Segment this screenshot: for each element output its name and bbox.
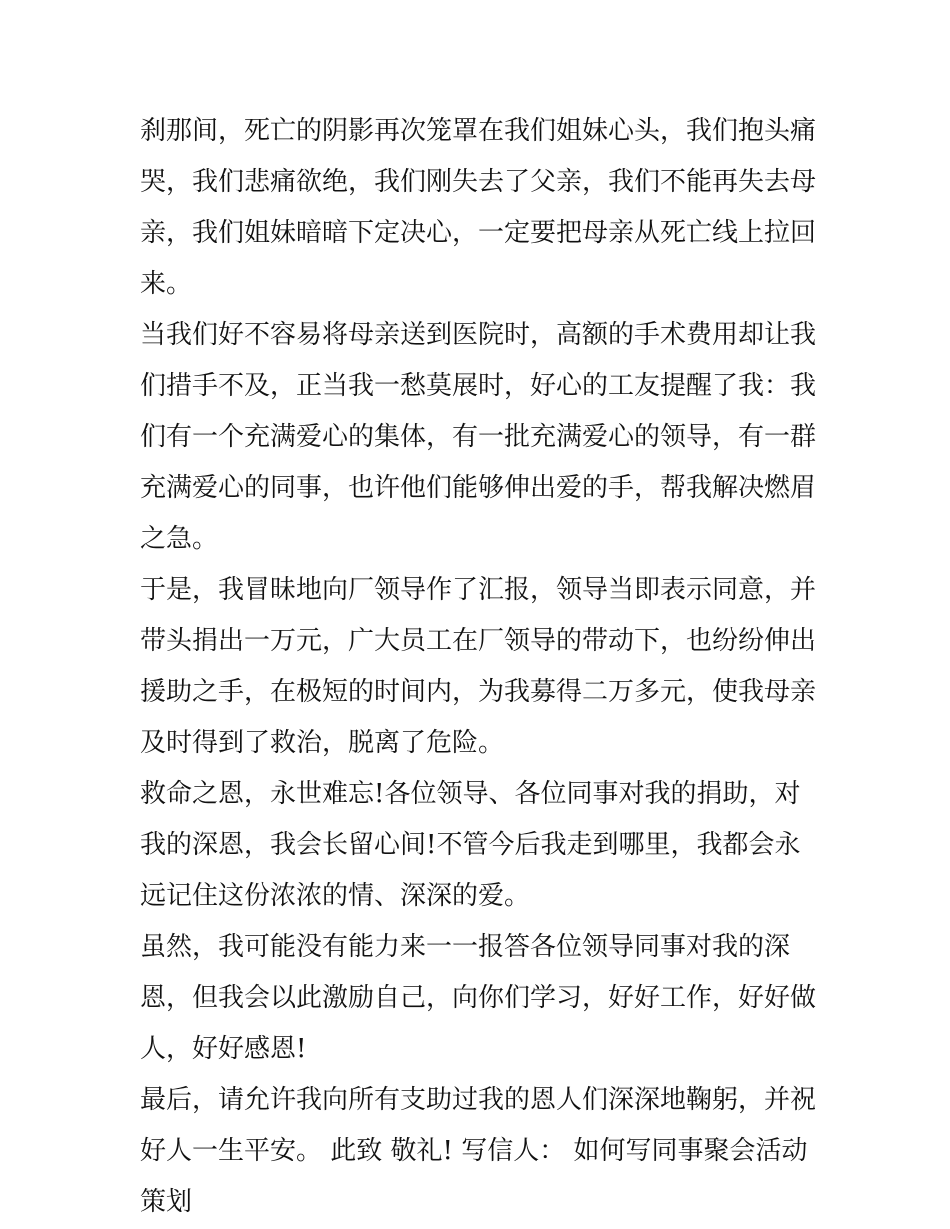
paragraph-4: 救命之恩，永世难忘!各位领导、各位同事对我的捐助，对我的深恩，我会长留心间!不管今后我走到哪里，我都会永远记住这份浓浓的情、深深的爱。 <box>140 779 801 911</box>
paragraph-2: 当我们好不容易将母亲送到医院时，高额的手术费用却让我们措手不及，正当我一愁莫展时，好心的工友提醒了我：我们有一个充满爱心的集体，有一批充满爱心的领导，有一群充满爱心的同事，也许他们能够伸出爱的手，帮我解决燃眉之急。 <box>140 320 817 554</box>
paragraph-3: 于是，我冒昧地向厂领导作了汇报，领导当即表示同意，并带头捐出一万元，广大员工在厂领导的带动下，也纷纷伸出援助之手，在极短的时间内，为我募得二万多元，使我母亲及时得到了救治，脱离了危险。 <box>140 575 817 758</box>
document-body <box>140 106 820 1228</box>
paragraph-5: 虽然，我可能没有能力来一一报答各位领导同事对我的深恩，但我会以此激励自己，向你们学习，好好工作，好好做人，好好感恩! <box>140 932 817 1064</box>
paragraph-1: 刹那间，死亡的阴影再次笼罩在我们姐妹心头，我们抱头痛哭，我们悲痛欲绝，我们刚失去了父亲，我们不能再失去母亲，我们姐妹暗暗下定决心，一定要把母亲从死亡线上拉回来。 <box>140 116 817 299</box>
paragraph-6: 最后，请允许我向所有支助过我的恩人们深深地鞠躬，并祝好人一生平安。 此致 敬礼! 写信人： 如何写同事聚会活动策划 <box>140 1085 817 1217</box>
